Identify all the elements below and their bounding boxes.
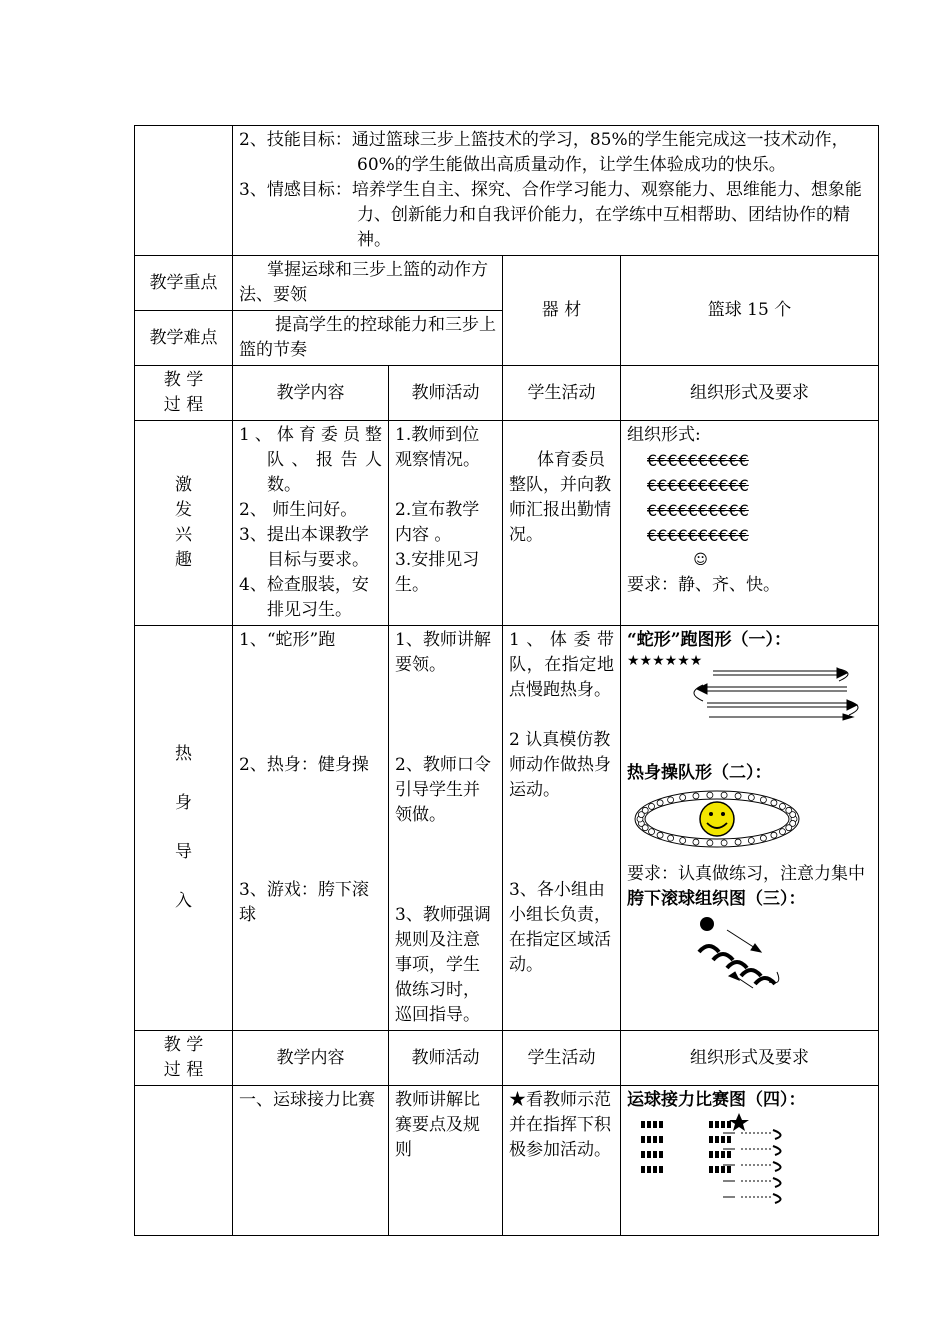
student-mark [657, 832, 663, 838]
player-mark [647, 1151, 651, 1158]
section2-student [503, 626, 621, 1031]
student-mark [693, 839, 699, 845]
key-point-text: 掌握运球和三步上篮的动作方法、要领 [233, 256, 503, 311]
player-mark [641, 1151, 645, 1158]
player-mark [709, 1151, 713, 1158]
formation-row: €€€€€€€€€€ [647, 451, 749, 470]
player-mark [659, 1166, 663, 1173]
list-item: 2.宣布教学内容 。 [395, 500, 480, 545]
relay-race-diagram [627, 1113, 871, 1209]
student-mark [779, 829, 785, 835]
fig4-title: 运球接力比赛图（四）： [627, 1090, 806, 1110]
player-mark [647, 1166, 651, 1173]
fig3-title: 胯下滚球组织图（三）： [627, 889, 806, 909]
player-mark [727, 1121, 731, 1128]
student-mark [680, 795, 686, 801]
student-mark [721, 840, 727, 846]
section1-org [621, 421, 879, 626]
lesson-plan-table [134, 125, 879, 1236]
formation-row: €€€€€€€€€€ [647, 476, 749, 495]
header-content: 教学内容 [233, 366, 389, 421]
student-mark [779, 803, 785, 809]
list-item: 1、“蛇形”跑 [239, 630, 336, 650]
section1-student: 体育委员整队，并向教师汇报出勤情况。 [503, 421, 621, 626]
list-item: 3、各小组由小组长负责，在指定区域活动。 [509, 880, 611, 975]
player-mark [709, 1166, 713, 1173]
player-mark [727, 1136, 731, 1143]
section3-content: 一、运球接力比赛 [233, 1086, 389, 1236]
list-item: 4、检查服装，安排见习生。 [239, 575, 369, 620]
list-item: 3、游戏：胯下滚球 [239, 880, 369, 925]
header-process: 教 学 过 程 [135, 366, 233, 421]
student-mark [707, 840, 713, 846]
fig2-requirement: 要求：认真做练习，注意力集中 [627, 864, 865, 884]
list-item: 2、教师口令引导学生并领做。 [395, 755, 491, 825]
list-item: 3、教师强调规则及注意事项，学生做练习时，巡回指导。 [395, 905, 491, 1025]
list-item: 3.安排见习生。 [395, 550, 480, 595]
student-mark [707, 792, 713, 798]
section2-teacher [389, 626, 503, 1031]
org-title: 组织形式: [627, 425, 701, 445]
student-mark [735, 793, 741, 799]
student-mark [748, 795, 754, 801]
section2-content [233, 626, 389, 1031]
player-mark [721, 1166, 725, 1173]
section1-content [233, 421, 389, 626]
student-mark [649, 803, 655, 809]
player-mark [709, 1121, 713, 1128]
org-requirement: 要求：静、齐、快。 [627, 575, 780, 595]
header-student: 学生活动 [503, 366, 621, 421]
player-mark [715, 1136, 719, 1143]
player-mark [653, 1166, 657, 1173]
difficulty-text: 提高学生的控球能力和三步上篮的节奏 [233, 311, 503, 366]
student-mark [680, 837, 686, 843]
lane-turn [773, 1162, 781, 1171]
list-item: 1、体委带队，在指定地点慢跑热身。 [509, 630, 614, 700]
student-mark [760, 797, 766, 803]
list-item: 3、提出本课教学目标与要求。 [239, 525, 369, 570]
lane-turn [773, 1194, 781, 1203]
section3-teacher: 教师讲解比赛要点及规则 [389, 1086, 503, 1236]
list-item: 1.教师到位观察情况。 [395, 425, 480, 470]
player-mark [721, 1151, 725, 1158]
player-mark [653, 1121, 657, 1128]
player-mark [715, 1151, 719, 1158]
student-mark [668, 797, 674, 803]
student-mark [693, 793, 699, 799]
student-mark [668, 835, 674, 841]
teacher-smiley-icon: ☺ [693, 552, 708, 568]
section3-name [135, 1086, 233, 1236]
student-mark [760, 835, 766, 841]
section3-org [621, 1086, 879, 1236]
section2-name: 热 身 导 入 [135, 626, 233, 1031]
equipment-value: 篮球 15 个 [621, 256, 879, 366]
ball-icon [700, 917, 714, 931]
star-row: ★★★★★★ [627, 653, 703, 669]
fig1-title: “蛇形”跑图形（一）： [627, 630, 792, 650]
difficulty-label: 教学难点 [135, 311, 233, 366]
player-mark [659, 1136, 663, 1143]
section3-student: ★看教师示范并在指挥下积极参加活动。 [503, 1086, 621, 1236]
player-mark [641, 1136, 645, 1143]
player-mark [647, 1121, 651, 1128]
header-org: 组织形式及要求 [621, 366, 879, 421]
student-mark [735, 839, 741, 845]
player-mark [647, 1136, 651, 1143]
section2-org [621, 626, 879, 1031]
player-mark [709, 1136, 713, 1143]
list-item: 2、热身：健身操 [239, 755, 369, 775]
formation-row: €€€€€€€€€€ [647, 501, 749, 520]
list-item: 2 认真模仿教师动作做热身运动。 [509, 730, 611, 800]
key-point-label: 教学重点 [135, 256, 233, 311]
student-mark [649, 829, 655, 835]
warmup-formation-diagram [627, 786, 871, 856]
lane-turn [773, 1178, 781, 1187]
player-mark [653, 1136, 657, 1143]
header-student: 学生活动 [503, 1031, 621, 1086]
section1-teacher [389, 421, 503, 626]
section1-name: 激 发 兴 趣 [135, 421, 233, 626]
header-teacher: 教师活动 [389, 1031, 503, 1086]
header-process: 教 学 过 程 [135, 1031, 233, 1086]
student-mark [657, 800, 663, 806]
player-mark [727, 1151, 731, 1158]
goals-label-cell [135, 126, 233, 256]
player-mark [641, 1166, 645, 1173]
list-item: 2、 师生问好。 [239, 500, 358, 520]
teacher-smiley-icon [700, 802, 734, 836]
lane-turn [773, 1130, 781, 1139]
list-item: 1、体育委员整队、报告人数。 [239, 425, 382, 495]
player-mark [659, 1151, 663, 1158]
student-mark [771, 832, 777, 838]
formation-row: €€€€€€€€€€ [647, 526, 749, 545]
equipment-label: 器 材 [503, 256, 621, 366]
lane-turn [773, 1146, 781, 1155]
header-content: 教学内容 [233, 1031, 389, 1086]
player-mark [715, 1121, 719, 1128]
player-mark [659, 1121, 663, 1128]
player-mark [653, 1151, 657, 1158]
snake-run-diagram [627, 653, 871, 721]
goals-cell [233, 126, 879, 256]
player-mark [721, 1121, 725, 1128]
player-mark [721, 1136, 725, 1143]
student-mark [721, 792, 727, 798]
student-mark [748, 837, 754, 843]
skill-goal: 2、技能目标：通过篮球三步上篮技术的学习，85%的学生能完成这一技术动作，60%的学生能做出高质量动作，让学生体验成功的快乐。 [239, 130, 849, 175]
player-mark [727, 1166, 731, 1173]
student-mark [642, 807, 648, 813]
student-mark [790, 812, 796, 818]
player-mark [641, 1121, 645, 1128]
header-teacher: 教师活动 [389, 366, 503, 421]
fig2-title: 热身操队形（二）： [627, 763, 772, 783]
student-mark [771, 800, 777, 806]
crotch-roll-diagram [627, 912, 871, 994]
list-item: 1、教师讲解要领。 [395, 630, 491, 675]
player-mark [715, 1166, 719, 1173]
star-icon [729, 1113, 749, 1131]
emotion-goal: 3、情感目标：培养学生自主、探究、合作学习能力、观察能力、思维能力、想象能力、创新能力和自我评价能力，在学练中互相帮助、团结协作的精神。 [239, 180, 862, 250]
header-org: 组织形式及要求 [621, 1031, 879, 1086]
student-mark [786, 825, 792, 831]
